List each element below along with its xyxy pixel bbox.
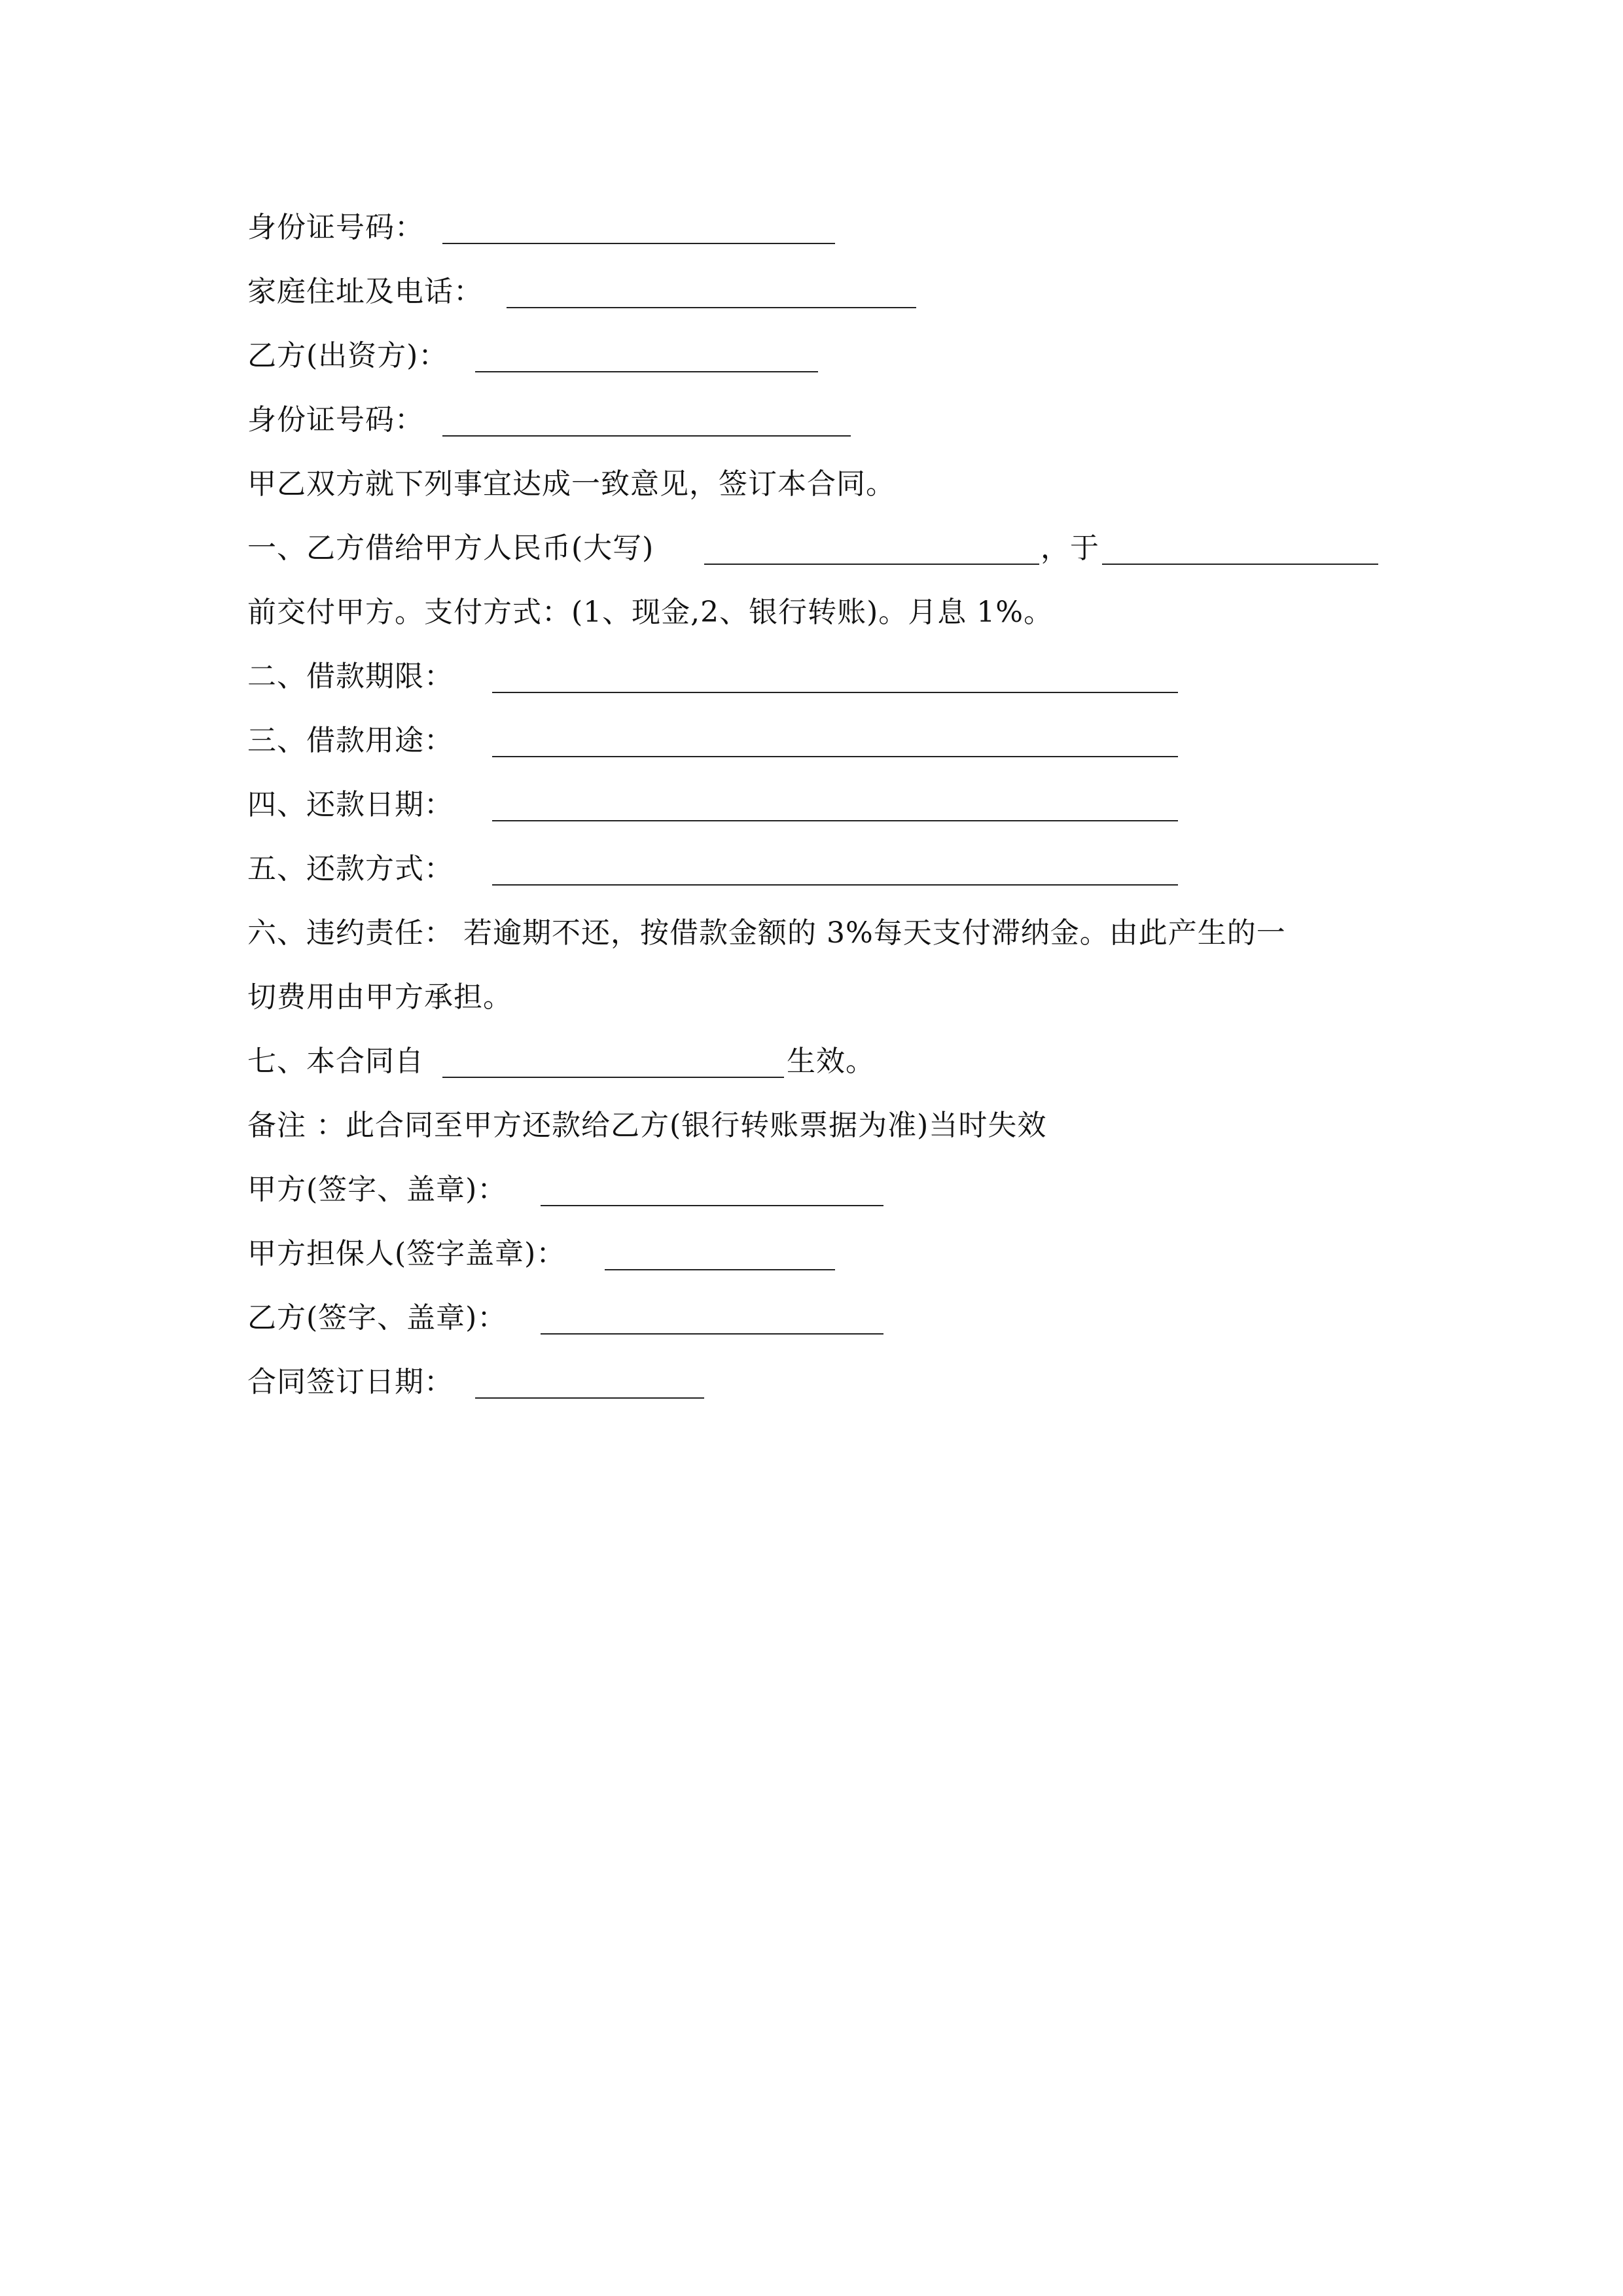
loan-term-blank[interactable] xyxy=(492,692,1178,693)
clause-1-cont-line xyxy=(247,593,1053,632)
sign-date-label: 合同签订日期： xyxy=(247,1365,454,1399)
sign-date-blank[interactable] xyxy=(475,1397,704,1399)
loan-term-label: 二、借款期限： xyxy=(247,660,454,693)
clause-4-line xyxy=(247,785,454,825)
party-b-investor-blank[interactable] xyxy=(475,371,818,372)
party-a-sign-line xyxy=(247,1170,507,1210)
party-b-sign-blank[interactable] xyxy=(541,1333,883,1335)
clause-7-line xyxy=(247,1042,424,1081)
clause-3-line xyxy=(247,721,454,761)
clause-7-prefix: 七、本合同自 xyxy=(247,1045,424,1078)
clause-6-line xyxy=(247,914,1286,953)
party-a-guarantor-label: 甲方担保人(签字盖章)： xyxy=(247,1237,566,1270)
id-number-line-2 xyxy=(247,401,424,440)
clause-7-suffix xyxy=(787,1042,875,1081)
breach-liability-cont-text: 切费用由甲方承担。 xyxy=(247,980,512,1014)
home-address-phone-blank[interactable] xyxy=(507,307,916,308)
party-b-sign-line xyxy=(247,1299,507,1338)
party-b-investor-line xyxy=(247,336,448,376)
loan-purpose-blank[interactable] xyxy=(492,756,1178,757)
id-number-blank-2[interactable] xyxy=(442,435,851,437)
agreement-intro-line xyxy=(247,465,895,504)
id-number-blank-1[interactable] xyxy=(442,243,835,244)
id-number-label: 身份证号码： xyxy=(247,403,424,437)
party-b-investor-label: 乙方(出资方)： xyxy=(247,339,448,372)
clause-1-line xyxy=(247,529,654,568)
home-address-phone-line xyxy=(247,272,483,312)
remark-text: 备注 ：此合同至甲方还款给乙方(银行转账票据为准)当时失效 xyxy=(247,1109,1047,1142)
party-a-guarantor-blank[interactable] xyxy=(605,1269,835,1270)
effective-date-blank[interactable] xyxy=(442,1077,784,1078)
clause-7-suffix-text: 生效。 xyxy=(787,1045,875,1078)
remark-line xyxy=(247,1106,1046,1145)
delivery-date-blank[interactable] xyxy=(1102,564,1378,565)
repay-method-label: 五、还款方式： xyxy=(247,852,454,886)
id-number-line-1 xyxy=(247,208,424,247)
clause-6-cont-line xyxy=(247,978,512,1017)
clause-1-prefix: 一、乙方借给甲方人民币(大写) xyxy=(247,531,654,565)
party-a-guarantor-line xyxy=(247,1234,565,1274)
repay-method-blank[interactable] xyxy=(492,884,1178,886)
clause-2-line xyxy=(247,657,454,696)
repay-date-label: 四、还款日期： xyxy=(247,788,454,821)
agreement-intro-text: 甲乙双方就下列事宜达成一致意见，签订本合同。 xyxy=(247,467,895,501)
clause-1-cont-text: 前交付甲方。支付方式：(1、现金,2、银行转账)。月息 1%。 xyxy=(247,596,1054,629)
home-address-phone-label: 家庭住址及电话： xyxy=(247,275,483,308)
clause-5-line xyxy=(247,850,454,889)
repay-date-blank[interactable] xyxy=(492,820,1178,821)
breach-liability-text: 六、违约责任： 若逾期不还，按借款金额的 3%每天支付滞纳金。由此产生的一 xyxy=(247,916,1286,950)
loan-amount-blank[interactable] xyxy=(704,564,1039,565)
clause-1-mid-text: ，于 xyxy=(1041,531,1099,565)
loan-purpose-label: 三、借款用途： xyxy=(247,724,454,757)
party-b-sign-label: 乙方(签字、盖章)： xyxy=(247,1301,507,1335)
id-number-label: 身份证号码： xyxy=(247,211,424,244)
party-a-sign-blank[interactable] xyxy=(541,1205,883,1206)
clause-1-mid xyxy=(1041,529,1099,568)
party-a-sign-label: 甲方(签字、盖章)： xyxy=(247,1173,507,1206)
sign-date-line xyxy=(247,1363,454,1402)
